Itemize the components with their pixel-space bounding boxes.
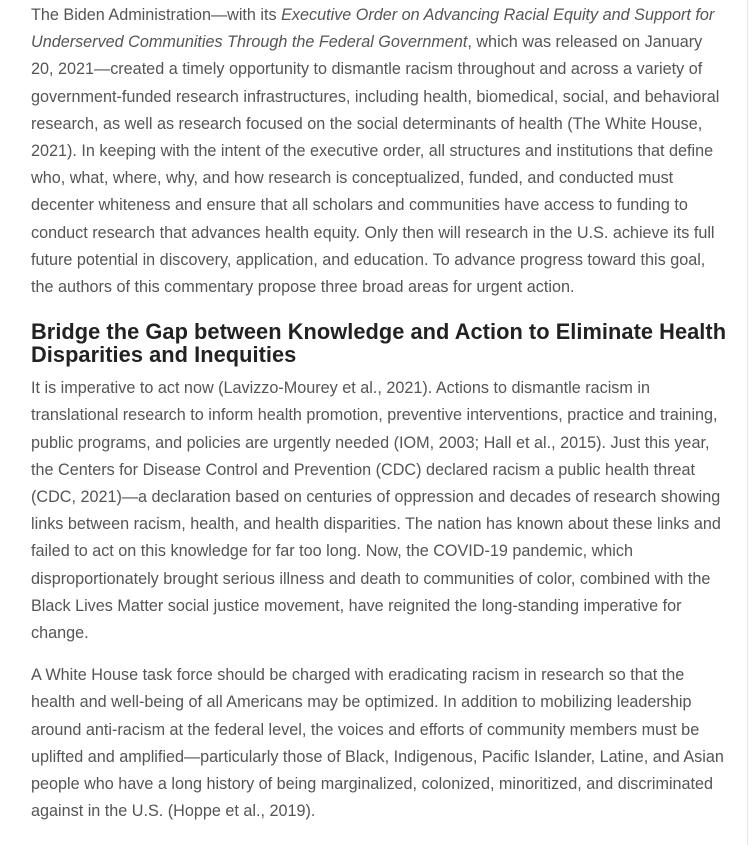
intro-text-after: , which was released on January 20, 2021—created a timely opportunity to dismantle racism throughout and across a variety of government-funded research infrastructures, including health, biomedical, social, and behavioral research, as well as research focused on the social determinants of health (The White House, 2021). In keeping with the intent of the executive order, all structures and institutions that define who, what, where, why, and how research is conceptualized, funded, and conducted must decenter whiteness and ensure that all scholars and communities have access to funding to conduct research that advances health equity. Only then will research in the U.S. achieve its full future potential in discovery, application, and education. To advance progress toward this goal, the authors of this commentary propose three broad areas for urgent action. <box>31 33 720 297</box>
intro-text-before: The Biden Administration—with its <box>31 6 282 24</box>
article-body <box>31 2 727 825</box>
intro-paragraph <box>31 2 727 301</box>
section-heading: Bridge the Gap between Knowledge and Action to Eliminate Health Disparities and Inequities <box>31 319 727 368</box>
section-paragraph-2: A White House task force should be charged with eradicating racism in research so that the health and well-being of all Americans may be optimized. In addition to mobilizing leadership around anti-racism at the federal level, the voices and efforts of community members must be uplifted and amplified—particularly those of Black, Indigenous, Pacific Islander, Latine, and Asian people who have a long history of being marginalized, colonized, minoritized, and discriminated against in the U.S. (Hoppe et al., 2019). <box>31 666 724 821</box>
section-paragraph-1: It is imperative to act now (Lavizzo-Mourey et al., 2021). Actions to dismantle racism in translational research to inform health promotion, preventive interventions, practice and training, public programs, and policies are urgently needed (IOM, 2003; Hall et al., 2015). Just this year, the Centers for Disease Control and Prevention (CDC) declared racism a public health threat (CDC, 2021)—a declaration based on centuries of oppression and decades of research showing links between racism, health, and health disparities. The nation has known about these links and failed to act on this knowledge for far too long. Now, the COVID-19 pandemic, which disproportionately brought serious illness and death to communities of color, combined with the Black Lives Matter social justice movement, have reignited the long-standing imperative for change. <box>31 379 721 643</box>
page-edge-divider <box>747 0 748 845</box>
executive-order-title: Executive Order on Advancing Racial Equity and Support for Underserved Communities Through the Federal Government <box>31 6 715 52</box>
